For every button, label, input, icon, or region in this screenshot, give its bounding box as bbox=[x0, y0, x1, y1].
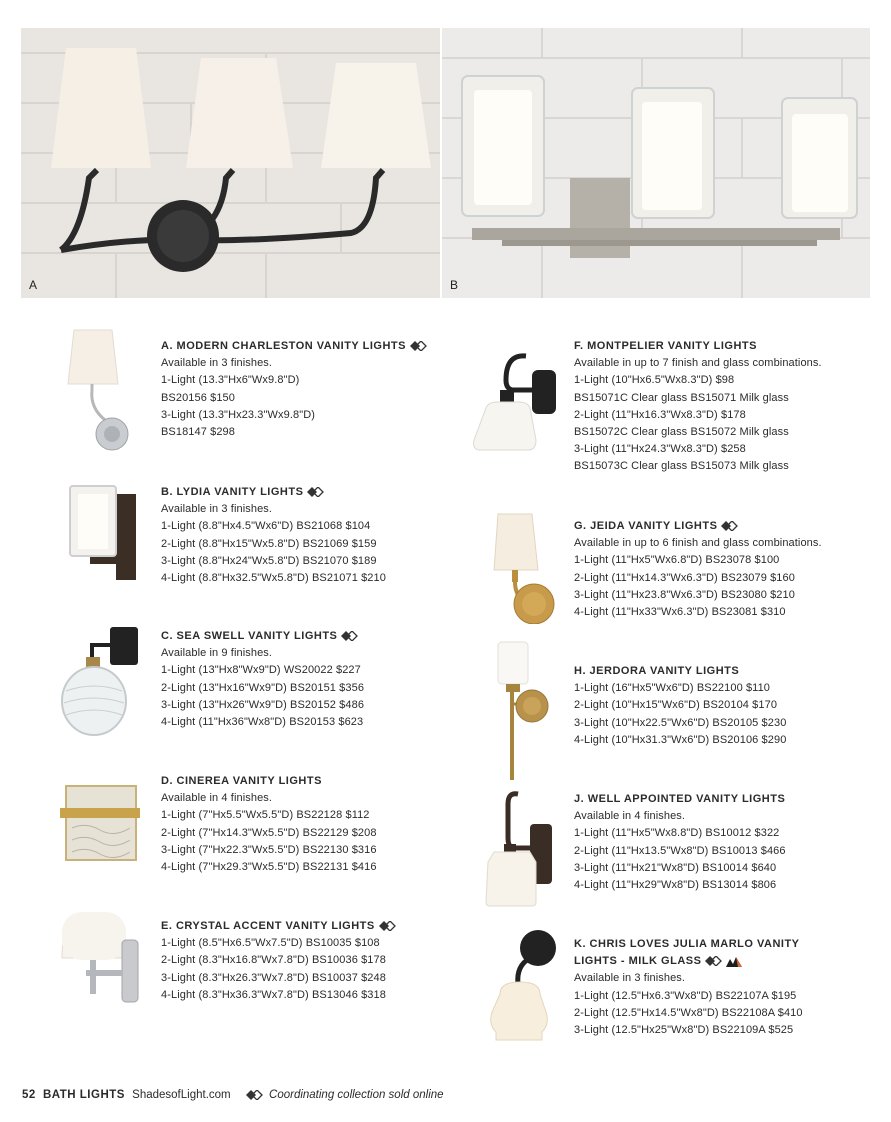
coordinating-collection-icon bbox=[410, 341, 427, 351]
product-f-title: F. MONTPELIER VANITY LIGHTS bbox=[574, 340, 757, 352]
product-a-line: BS20156 $150 bbox=[161, 391, 235, 404]
coordinating-collection-icon bbox=[341, 631, 358, 641]
product-a-image[interactable] bbox=[60, 328, 135, 453]
product-d-line: 1-Light (7"Hx5.5"Wx5.5"D) BS22128 $112 bbox=[161, 809, 370, 822]
section-name: BATH LIGHTS bbox=[43, 1089, 125, 1101]
product-b-line: 1-Light (8.8"Hx4.5"Wx6"D) BS21068 $104 bbox=[161, 520, 371, 533]
product-g-line: 3-Light (11"Hx23.8"Wx6.3"D) BS23080 $210 bbox=[574, 588, 795, 601]
product-d-line: Available in 4 finishes. bbox=[161, 792, 273, 805]
footer-note: Coordinating collection sold online bbox=[269, 1089, 444, 1101]
product-g-title: G. JEIDA VANITY LIGHTS bbox=[574, 518, 822, 535]
product-h-title: H. JERDORA VANITY LIGHTS bbox=[574, 665, 740, 677]
chris-loves-julia-logo-icon bbox=[726, 956, 742, 967]
product-d-image[interactable] bbox=[58, 782, 140, 864]
product-g-line: 1-Light (11"Hx5"Wx6.8"D) BS23078 $100 bbox=[574, 554, 780, 567]
product-j-line: Available in 4 finishes. bbox=[574, 810, 686, 823]
product-b-line: 2-Light (8.8"Hx15"Wx5.8"D) BS21069 $159 bbox=[161, 537, 377, 550]
product-a-line: 3-Light (13.3"Hx23.3"Wx9.8"D) bbox=[161, 408, 316, 421]
hero-label-a: A bbox=[29, 278, 38, 292]
product-c-line: Available in 9 finishes. bbox=[161, 647, 273, 660]
product-d-line: 2-Light (7"Hx14.3"Wx5.5"D) BS22129 $208 bbox=[161, 826, 377, 839]
product-f-line: BS15073C Clear glass BS15073 Milk glass bbox=[574, 460, 789, 473]
product-a-line: 1-Light (13.3"Hx6"Wx9.8"D) bbox=[161, 374, 300, 387]
product-k-line: 2-Light (12.5"Hx14.5"Wx8"D) BS22108A $410 bbox=[574, 1006, 803, 1019]
product-e-image[interactable] bbox=[60, 910, 142, 1005]
coordinating-collection-icon bbox=[705, 956, 722, 966]
coordinating-collection-icon bbox=[307, 487, 324, 497]
hero-image-a bbox=[21, 28, 440, 298]
product-f-image[interactable] bbox=[470, 350, 562, 460]
product-h-line: 4-Light (10"Hx31.3"Wx6"D) BS20106 $290 bbox=[574, 733, 787, 746]
product-b-line: Available in 3 finishes. bbox=[161, 503, 273, 516]
product-f-line: BS15072C Clear glass BS15072 Milk glass bbox=[574, 426, 789, 439]
product-j-title: J. WELL APPOINTED VANITY LIGHTS bbox=[574, 793, 786, 805]
product-c-line: 3-Light (13"Hx26"Wx9"D) BS20152 $486 bbox=[161, 698, 365, 711]
coordinating-collection-icon bbox=[721, 521, 738, 531]
product-k-line: Available in 3 finishes. bbox=[574, 972, 686, 985]
product-f-line: 3-Light (11"Hx24.3"Wx8.3"D) $258 bbox=[574, 443, 746, 456]
product-f-line: 2-Light (11"Hx16.3"Wx8.3"D) $178 bbox=[574, 408, 746, 421]
product-k-title-continued: LIGHTS - MILK GLASS bbox=[574, 953, 803, 970]
product-h-line: 2-Light (10"Hx15"Wx6"D) BS20104 $170 bbox=[574, 699, 778, 712]
hero-label-b: B bbox=[450, 278, 459, 292]
product-j-line: 2-Light (11"Hx13.5"Wx8"D) BS10013 $466 bbox=[574, 844, 786, 857]
product-k-title: K. CHRIS LOVES JULIA MARLO VANITY bbox=[574, 938, 800, 950]
product-h-line: 3-Light (10"Hx22.5"Wx6"D) BS20105 $230 bbox=[574, 716, 787, 729]
product-k-line: 1-Light (12.5"Hx6.3"Wx8"D) BS22107A $195 bbox=[574, 989, 797, 1002]
product-j-line: 3-Light (11"Hx21"Wx8"D) BS10014 $640 bbox=[574, 861, 777, 874]
product-d-line: 4-Light (7"Hx29.3"Wx5.5"D) BS22131 $416 bbox=[161, 861, 377, 874]
product-f-line: 1-Light (10"Hx6.5"Wx8.3"D) $98 bbox=[574, 374, 735, 387]
product-e-line: 2-Light (8.3"Hx16.8"Wx7.8"D) BS10036 $178 bbox=[161, 954, 386, 967]
product-f-line: BS15071C Clear glass BS15071 Milk glass bbox=[574, 391, 789, 404]
product-g-line: Available in up to 6 finish and glass combinations. bbox=[574, 537, 822, 550]
product-c-line: 1-Light (13"Hx8"Wx9"D) WS20022 $227 bbox=[161, 664, 361, 677]
product-e-line: 1-Light (8.5"Hx6.5"Wx7.5"D) BS10035 $108 bbox=[161, 937, 380, 950]
product-g-line: 2-Light (11"Hx14.3"Wx6.3"D) BS23079 $160 bbox=[574, 571, 795, 584]
product-b-image[interactable] bbox=[68, 484, 140, 584]
product-a-title: A. MODERN CHARLESTON VANITY LIGHTS bbox=[161, 338, 427, 355]
product-j-line: 1-Light (11"Hx5"Wx8.8"D) BS10012 $322 bbox=[574, 827, 780, 840]
page-footer bbox=[22, 1089, 444, 1101]
product-j-image[interactable] bbox=[484, 790, 556, 908]
product-c-line: 2-Light (13"Hx16"Wx9"D) BS20151 $356 bbox=[161, 681, 365, 694]
product-f-line: Available in up to 7 finish and glass combinations. bbox=[574, 357, 822, 370]
product-a-line: BS18147 $298 bbox=[161, 426, 235, 439]
product-c-image[interactable] bbox=[58, 625, 142, 740]
page-number: 52 bbox=[22, 1089, 36, 1101]
product-e-line: 4-Light (8.3"Hx36.3"Wx7.8"D) BS13046 $318 bbox=[161, 988, 386, 1001]
product-d-title: D. CINEREA VANITY LIGHTS bbox=[161, 775, 322, 787]
product-j-line: 4-Light (11"Hx29"Wx8"D) BS13014 $806 bbox=[574, 879, 777, 892]
product-b-title: B. LYDIA VANITY LIGHTS bbox=[161, 484, 386, 501]
product-h-image[interactable] bbox=[494, 640, 554, 782]
product-g-line: 4-Light (11"Hx33"Wx6.3"D) BS23081 $310 bbox=[574, 606, 786, 619]
site-link[interactable]: ShadesofLight.com bbox=[132, 1089, 231, 1101]
coordinating-collection-icon bbox=[246, 1090, 263, 1100]
product-g-image[interactable] bbox=[488, 512, 560, 624]
product-a-line: Available in 3 finishes. bbox=[161, 357, 273, 370]
coordinating-collection-icon bbox=[379, 921, 396, 931]
product-k-line: 3-Light (12.5"Hx25"Wx8"D) BS22109A $525 bbox=[574, 1024, 794, 1037]
product-e-line: 3-Light (8.3"Hx26.3"Wx7.8"D) BS10037 $248 bbox=[161, 971, 386, 984]
product-h-line: 1-Light (16"Hx5"Wx6"D) BS22100 $110 bbox=[574, 682, 770, 695]
product-b-line: 3-Light (8.8"Hx24"Wx5.8"D) BS21070 $189 bbox=[161, 554, 377, 567]
product-c-line: 4-Light (11"Hx36"Wx8"D) BS20153 $623 bbox=[161, 716, 364, 729]
product-c-title: C. SEA SWELL VANITY LIGHTS bbox=[161, 628, 364, 645]
product-e-title: E. CRYSTAL ACCENT VANITY LIGHTS bbox=[161, 918, 396, 935]
hero-image-b bbox=[442, 28, 870, 298]
product-k-image[interactable] bbox=[480, 928, 562, 1046]
product-d-line: 3-Light (7"Hx22.3"Wx5.5"D) BS22130 $316 bbox=[161, 843, 377, 856]
product-b-line: 4-Light (8.8"Hx32.5"Wx5.8"D) BS21071 $210 bbox=[161, 572, 386, 585]
